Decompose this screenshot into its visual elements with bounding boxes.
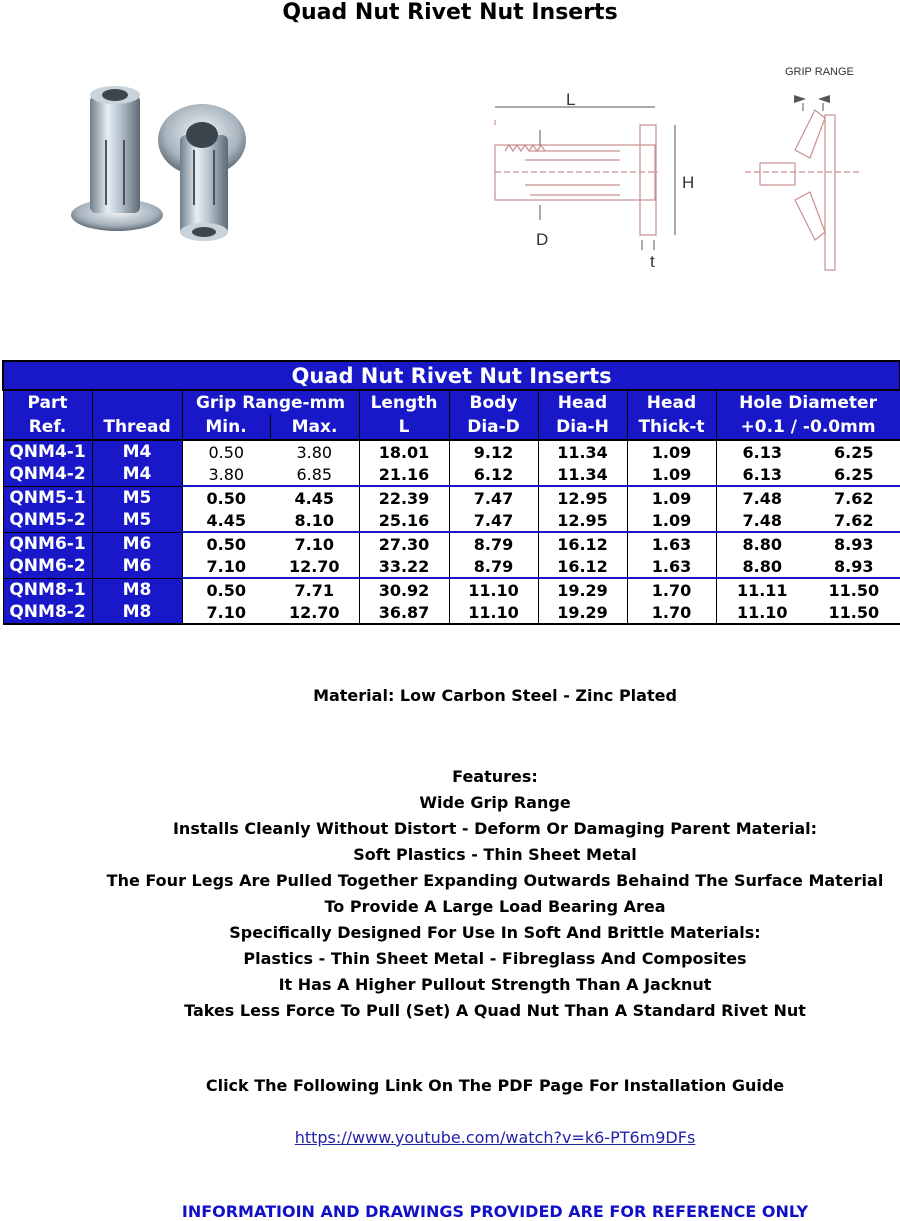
grip-range-label: GRIP RANGE [785, 66, 854, 78]
feature-line: To Provide A Large Load Bearing Area [324, 897, 666, 916]
part-ref-cell: QNM4-1 [3, 440, 92, 463]
feature-line: The Four Legs Are Pulled Together Expanding Outwards Behaind The Surface Material [106, 871, 884, 890]
grip-min-cell: 0.50 [182, 578, 270, 601]
head-thick-cell: 1.09 [627, 509, 716, 532]
head-thick-cell: 1.63 [627, 555, 716, 578]
head-dia-cell: 16.12 [538, 555, 627, 578]
body-dia-cell: 7.47 [449, 486, 538, 509]
head-dia-cell: 19.29 [538, 601, 627, 624]
header-head-thick: Head [627, 390, 716, 415]
table-row [3, 440, 900, 463]
thread-cell: M4 [92, 463, 182, 486]
header-grip-range: Grip Range-mm [182, 390, 359, 415]
youtube-link[interactable]: https://www.youtube.com/watch?v=k6-PT6m9DFs [294, 1128, 696, 1147]
link-wrapper [0, 1128, 900, 1147]
body-dia-cell: 8.79 [449, 532, 538, 555]
header-l: L [359, 415, 449, 440]
hole-min-cell: 7.48 [716, 509, 808, 532]
grip-min-cell: 3.80 [182, 463, 270, 486]
head-thick-cell: 1.70 [627, 601, 716, 624]
length-cell: 21.16 [359, 463, 449, 486]
part-ref-cell: QNM4-2 [3, 463, 92, 486]
part-ref-cell: QNM5-2 [3, 509, 92, 532]
hole-max-cell: 8.93 [808, 555, 900, 578]
length-cell: 22.39 [359, 486, 449, 509]
drawing-label-d: D [536, 230, 549, 249]
grip-max-cell: 4.45 [270, 486, 359, 509]
thread-cell: M5 [92, 486, 182, 509]
material-text: Material: Low Carbon Steel - Zinc Plated [313, 686, 677, 705]
spec-table [2, 360, 900, 625]
body-dia-cell: 7.47 [449, 509, 538, 532]
thread-cell: M8 [92, 601, 182, 624]
feature-line: Plastics - Thin Sheet Metal - Fibreglass And Composites [243, 949, 747, 968]
part-ref-cell: QNM5-1 [3, 486, 92, 509]
head-thick-cell: 1.09 [627, 440, 716, 463]
grip-max-cell: 6.85 [270, 463, 359, 486]
table-caption: Quad Nut Rivet Nut Inserts [3, 361, 900, 390]
length-cell: 27.30 [359, 532, 449, 555]
features-block [0, 764, 900, 1024]
body-dia-cell: 6.12 [449, 463, 538, 486]
disclaimer-text: INFORMATIOIN AND DRAWINGS PROVIDED ARE FOR REFERENCE ONLY [181, 1202, 809, 1221]
hole-min-cell: 11.11 [716, 578, 808, 601]
hole-min-cell: 6.13 [716, 440, 808, 463]
body-dia-cell: 8.79 [449, 555, 538, 578]
header-length: Length [359, 390, 449, 415]
part-ref-cell: QNM8-2 [3, 601, 92, 624]
grip-max-cell: 3.80 [270, 440, 359, 463]
hole-min-cell: 6.13 [716, 463, 808, 486]
hole-min-cell: 7.48 [716, 486, 808, 509]
table-row [3, 578, 900, 601]
features-heading: Features: [452, 767, 538, 786]
grip-max-cell: 7.10 [270, 532, 359, 555]
hole-max-cell: 6.25 [808, 440, 900, 463]
head-thick-cell: 1.70 [627, 578, 716, 601]
thread-cell: M5 [92, 509, 182, 532]
header-max: Max. [270, 415, 359, 440]
header-dia-h: Dia-H [538, 415, 627, 440]
grip-min-cell: 0.50 [182, 486, 270, 509]
head-dia-cell: 11.34 [538, 463, 627, 486]
hole-max-cell: 11.50 [808, 601, 900, 624]
header-hole-diameter: Hole Diameter [716, 390, 900, 415]
grip-min-cell: 0.50 [182, 532, 270, 555]
technical-drawing [480, 55, 880, 280]
feature-line: Takes Less Force To Pull (Set) A Quad Nut Than A Standard Rivet Nut [184, 1001, 806, 1020]
head-thick-cell: 1.09 [627, 486, 716, 509]
header-body: Body [449, 390, 538, 415]
head-dia-cell: 16.12 [538, 532, 627, 555]
table-row [3, 555, 900, 578]
thread-cell: M6 [92, 532, 182, 555]
header-dia-d: Dia-D [449, 415, 538, 440]
body-dia-cell: 11.10 [449, 601, 538, 624]
part-ref-cell: QNM6-1 [3, 532, 92, 555]
grip-max-cell: 12.70 [270, 555, 359, 578]
hole-min-cell: 11.10 [716, 601, 808, 624]
hole-max-cell: 6.25 [808, 463, 900, 486]
grip-min-cell: 7.10 [182, 601, 270, 624]
length-cell: 36.87 [359, 601, 449, 624]
grip-max-cell: 12.70 [270, 601, 359, 624]
hole-max-cell: 7.62 [808, 486, 900, 509]
header-head: Head [538, 390, 627, 415]
head-thick-cell: 1.63 [627, 532, 716, 555]
hole-max-cell: 7.62 [808, 509, 900, 532]
head-dia-cell: 11.34 [538, 440, 627, 463]
feature-line: Soft Plastics - Thin Sheet Metal [353, 845, 637, 864]
product-photo [62, 80, 272, 255]
body-dia-cell: 9.12 [449, 440, 538, 463]
feature-line: Specifically Designed For Use In Soft And Brittle Materials: [229, 923, 761, 942]
table-row [3, 486, 900, 509]
feature-line: It Has A Higher Pullout Strength Than A Jacknut [278, 975, 712, 994]
header-ref: Ref. [3, 415, 92, 440]
table-row [3, 463, 900, 486]
part-ref-cell: QNM8-1 [3, 578, 92, 601]
header-thread: Thread [92, 415, 182, 440]
feature-line: Wide Grip Range [419, 793, 571, 812]
header-min: Min. [182, 415, 270, 440]
head-dia-cell: 12.95 [538, 486, 627, 509]
header-thread-top [92, 390, 182, 415]
drawing-label-t: t [650, 252, 655, 271]
page-title: Quad Nut Rivet Nut Inserts [282, 0, 618, 25]
grip-max-cell: 8.10 [270, 509, 359, 532]
feature-line: Installs Cleanly Without Distort - Deform Or Damaging Parent Material: [172, 819, 818, 838]
head-dia-cell: 12.95 [538, 509, 627, 532]
thread-cell: M8 [92, 578, 182, 601]
thread-cell: M4 [92, 440, 182, 463]
length-cell: 30.92 [359, 578, 449, 601]
header-part: Part [3, 390, 92, 415]
grip-min-cell: 0.50 [182, 440, 270, 463]
length-cell: 18.01 [359, 440, 449, 463]
length-cell: 25.16 [359, 509, 449, 532]
part-ref-cell: QNM6-2 [3, 555, 92, 578]
drawing-label-l: L [566, 90, 576, 109]
grip-min-cell: 4.45 [182, 509, 270, 532]
grip-min-cell: 7.10 [182, 555, 270, 578]
header-tolerance: +0.1 / -0.0mm [716, 415, 900, 440]
drawing-label-h: H [682, 173, 695, 192]
hole-max-cell: 8.93 [808, 532, 900, 555]
header-thick-t: Thick-t [627, 415, 716, 440]
table-row [3, 532, 900, 555]
table-row [3, 509, 900, 532]
thread-cell: M6 [92, 555, 182, 578]
hole-min-cell: 8.80 [716, 532, 808, 555]
install-guide-text: Click The Following Link On The PDF Page For Installation Guide [205, 1076, 785, 1095]
table-row [3, 601, 900, 624]
hole-max-cell: 11.50 [808, 578, 900, 601]
length-cell: 33.22 [359, 555, 449, 578]
head-dia-cell: 19.29 [538, 578, 627, 601]
body-dia-cell: 11.10 [449, 578, 538, 601]
hole-min-cell: 8.80 [716, 555, 808, 578]
head-thick-cell: 1.09 [627, 463, 716, 486]
grip-max-cell: 7.71 [270, 578, 359, 601]
